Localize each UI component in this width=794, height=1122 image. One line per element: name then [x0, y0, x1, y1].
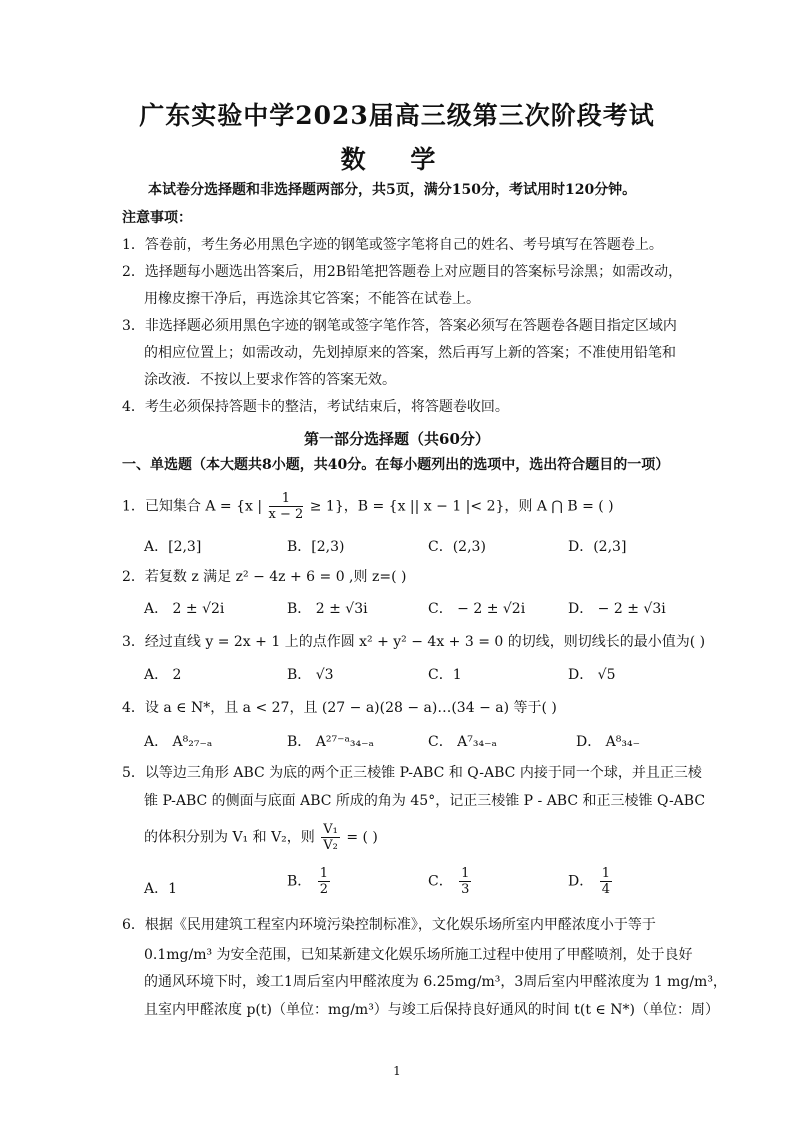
- q2-option-a: A． 2 ± √2i: [144, 601, 225, 617]
- q3-option-b: B． √3: [287, 667, 334, 683]
- q5-b-label: B．: [287, 873, 312, 890]
- q1-option-a: A．[2,3]: [144, 539, 202, 555]
- q1-frac-num: 1: [269, 491, 304, 507]
- q5-frac-den: V₂: [323, 838, 338, 853]
- q5-option-a: A．1: [144, 881, 178, 897]
- question-5-line3: [144, 822, 378, 853]
- question-3: 3．经过直线 y = 2x + 1 上的点作圆 x² + y² − 4x + 3 = 0 的切线，则切线长的最小值为( ): [122, 634, 706, 650]
- question-6-line3: 的通风环境下时，竣工1周后室内甲醛浓度为 6.25mg/m³，3周后室内甲醛浓度为 1 mg/m³，: [144, 974, 727, 990]
- note-3a: 3．非选择题必须用黑色字迹的钢笔或签字笔作答，答案必须写在答题卷各题目指定区域内: [122, 318, 677, 334]
- q5-d-label: D．: [568, 873, 594, 890]
- q5-c-den: 3: [461, 882, 470, 897]
- q1-post: ≥ 1}，B = {x || x − 1 |< 2}，则 A ⋂ B = ( ): [309, 498, 614, 515]
- exam-title: 广东实验中学2023届高三级第三次阶段考试: [139, 101, 655, 130]
- notes-heading: 注意事项：: [122, 210, 192, 226]
- q5-c-label: C．: [428, 873, 453, 890]
- q5-option-b: [287, 866, 332, 897]
- q5-fraction: [321, 822, 340, 853]
- q3-option-d: D． √5: [568, 667, 616, 683]
- q5-d-num: 1: [601, 866, 610, 881]
- part1-heading: 一、单选题（本大题共8小题，共40分。在每小题列出的选项中，选出符合题目的一项）: [122, 457, 670, 473]
- q1-frac-den: x − 2: [268, 507, 304, 522]
- question-5-line1: 5．以等边三角形 ABC 为底的两个正三棱锥 P-ABC 和 Q-ABC 内接于同一个球，并且正三棱: [122, 765, 702, 781]
- q2-option-d: D． − 2 ± √3i: [568, 601, 666, 617]
- q1-pre: 1．已知集合 A = {x |: [122, 498, 263, 515]
- q4-option-c: C． A⁷₃₄₋ₐ: [428, 734, 497, 750]
- q2-option-b: B． 2 ± √3i: [287, 601, 368, 617]
- question-5-line2: 锥 P-ABC 的侧面与底面 ABC 所成的角为 45°，记正三棱锥 P - ABC 和正三棱锥 Q-ABC: [144, 793, 706, 809]
- note-2b: 用橡皮擦干净后，再选涂其它答案；不能答在试卷上。: [144, 291, 480, 307]
- q5-b-num: 1: [319, 866, 329, 881]
- subject-title: 数 学: [340, 145, 454, 174]
- q5-c-fraction: [459, 866, 471, 897]
- q4-option-a: A． A⁸₂₇₋ₐ: [144, 734, 213, 750]
- exam-intro: 本试卷分选择题和非选择题两部分，共5页，满分150分，考试用时120分钟。: [148, 182, 637, 198]
- q1-fraction: [269, 491, 304, 522]
- q1-option-c: C．(2,3): [428, 539, 486, 555]
- question-6-line4: 且室内甲醛浓度 p(t)（单位：mg/m³）与竣工后保持良好通风的时间 t(t ∈ N*)（单位：周）: [144, 1002, 719, 1018]
- section-title: 第一部分选择题（共60分）: [304, 430, 490, 448]
- q1-option-b: B．[2,3): [287, 539, 345, 555]
- q5-d-den: 4: [601, 882, 610, 897]
- note-3b: 的相应位置上；如需改动，先划掉原来的答案，然后再写上新的答案；不准使用铅笔和: [144, 345, 676, 361]
- q1-option-d: D．(2,3]: [568, 539, 627, 555]
- q5-b-den: 2: [319, 882, 329, 897]
- question-4: 4．设 a ∈ N*，且 a < 27，且 (27 − a)(28 − a)…(34 − a) 等于( ): [122, 700, 557, 716]
- question-6-line2: 0.1mg/m³ 为安全范围，已知某新建文化娱乐场所施工过程中使用了甲醛喷剂，处于良好: [144, 947, 693, 963]
- note-2a: 2．选择题每小题选出答案后，用2B铅笔把答题卷上对应题目的答案标号涂黑；如需改动，: [122, 264, 683, 280]
- note-1: 1．答卷前，考生务必用黑色字迹的钢笔或签字笔将自己的姓名、考号填写在答题卷上。: [122, 237, 663, 253]
- q5-d-fraction: [600, 866, 612, 897]
- q5-option-c: [428, 866, 473, 897]
- q4-option-d: D． A⁸₃₄₋: [576, 734, 641, 750]
- q3-option-c: C．1: [428, 667, 462, 683]
- q5-c-num: 1: [461, 866, 470, 881]
- q5-frac-num: V₁: [323, 822, 338, 837]
- note-3c: 涂改液．不按以上要求作答的答案无效。: [144, 372, 396, 388]
- page-number: 1: [393, 1064, 401, 1078]
- question-6-line1: 6．根据《民用建筑工程室内环境污染控制标准》，文化娱乐场所室内甲醛浓度小于等于: [122, 917, 656, 933]
- question-1: [122, 491, 614, 522]
- q5-b-fraction: [318, 866, 330, 897]
- q4-option-b: B． A²⁷⁻ᵃ₃₄₋ₐ: [287, 734, 374, 750]
- note-4: 4．考生必须保持答题卡的整洁，考试结束后，将答题卷收回。: [122, 399, 509, 415]
- q2-option-c: C． − 2 ± √2i: [428, 601, 526, 617]
- q5-line3-post: = ( ): [346, 829, 378, 846]
- q5-line3-pre: 的体积分别为 V₁ 和 V₂，则: [144, 829, 315, 846]
- q3-option-a: A． 2: [144, 667, 182, 683]
- question-2: 2．若复数 z 满足 z² − 4z + 6 = 0 ,则 z=( ): [122, 569, 407, 585]
- q5-option-d: [568, 866, 614, 897]
